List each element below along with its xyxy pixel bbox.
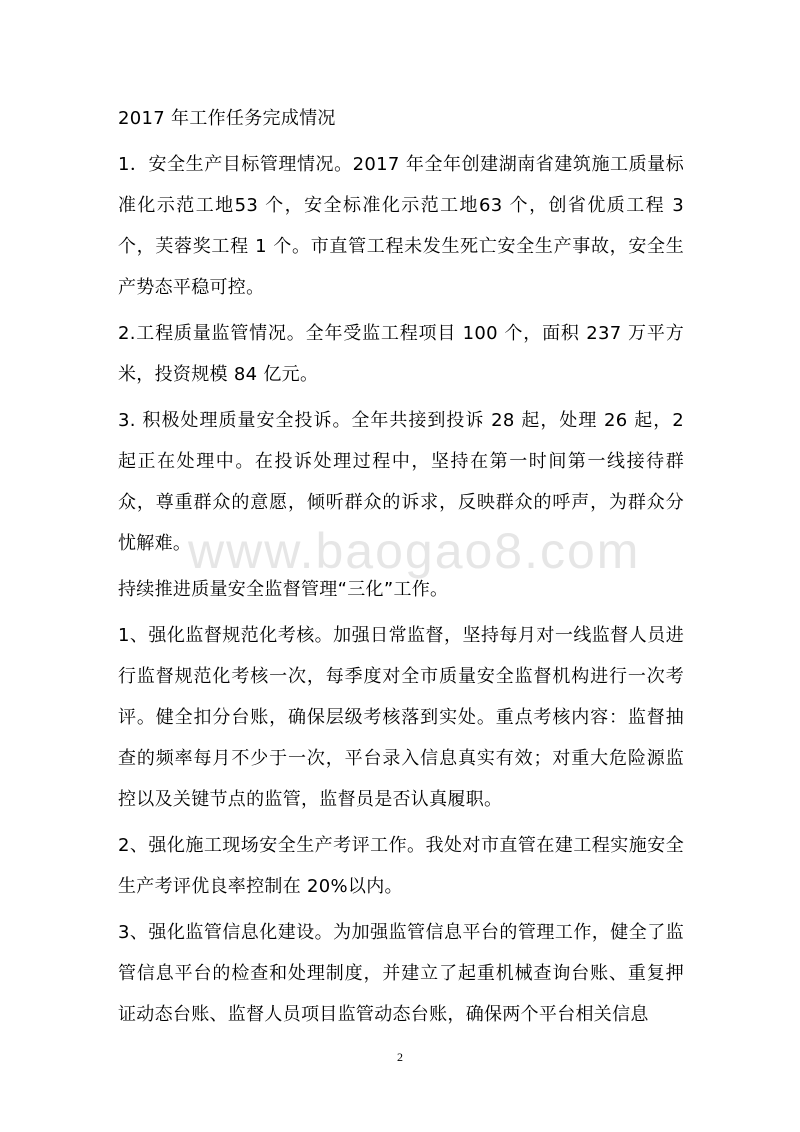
paragraph-standardization: 1、强化监督规范化考核。加强日常监督，坚持每月对一线监督人员进行监督规范化考核一次，每季度对全市质量安全监督机构进行一次考评。健全扣分台账，确保层级考核落到实处。重点考核内容：监督抽查的频率每月不少于一次，平台录入信息真实有效；对重大危险源监控以及关键节点的监管，监督员是否认真履职。 [118,625,684,810]
page-number: 2 [397,1050,403,1064]
document-body [118,98,684,1040]
paragraph-informatization: 3、强化监管信息化建设。为加强监管信息平台的管理工作，健全了监管信息平台的检查和处理制度，并建立了起重机械查询台账、重复押证动态台账、监督人员项目监管动态台账，确保两个平台相关信息 [118,922,684,1025]
paragraph-complaints: 3. 积极处理质量安全投诉。全年共接到投诉 28 起，处理 26 起，2 起正在处理中。在投诉处理过程中，坚持在第一时间第一线接待群众，尊重群众的意愿，倾听群众的诉求，反映群众的呼声，为群众分忧解难。 [118,410,684,554]
paragraph-safety-target: 1．安全生产目标管理情况。2017 年全年创建湖南省建筑施工质量标准化示范工地53 个，安全标准化示范工地63 个，创省优质工程 3 个，芙蓉奖工程 1 个。市直管工程未发生死亡安全生产事故，安全生产势态平稳可控。 [118,154,684,298]
paragraph-site-evaluation: 2、强化施工现场安全生产考评工作。我处对市直管在建工程实施安全生产考评优良率控制在 20%以内。 [118,835,684,897]
section-title: 2017 年工作任务完成情况 [118,108,336,129]
watermark: www.baogao8.com [188,523,641,579]
paragraph-quality-supervision: 2.工程质量监管情况。全年受监工程项目 100 个，面积 237 万平方米，投资规模 84 亿元。 [118,323,684,385]
subsection-title: 持续推进质量安全监督管理“三化”工作。 [118,579,449,600]
